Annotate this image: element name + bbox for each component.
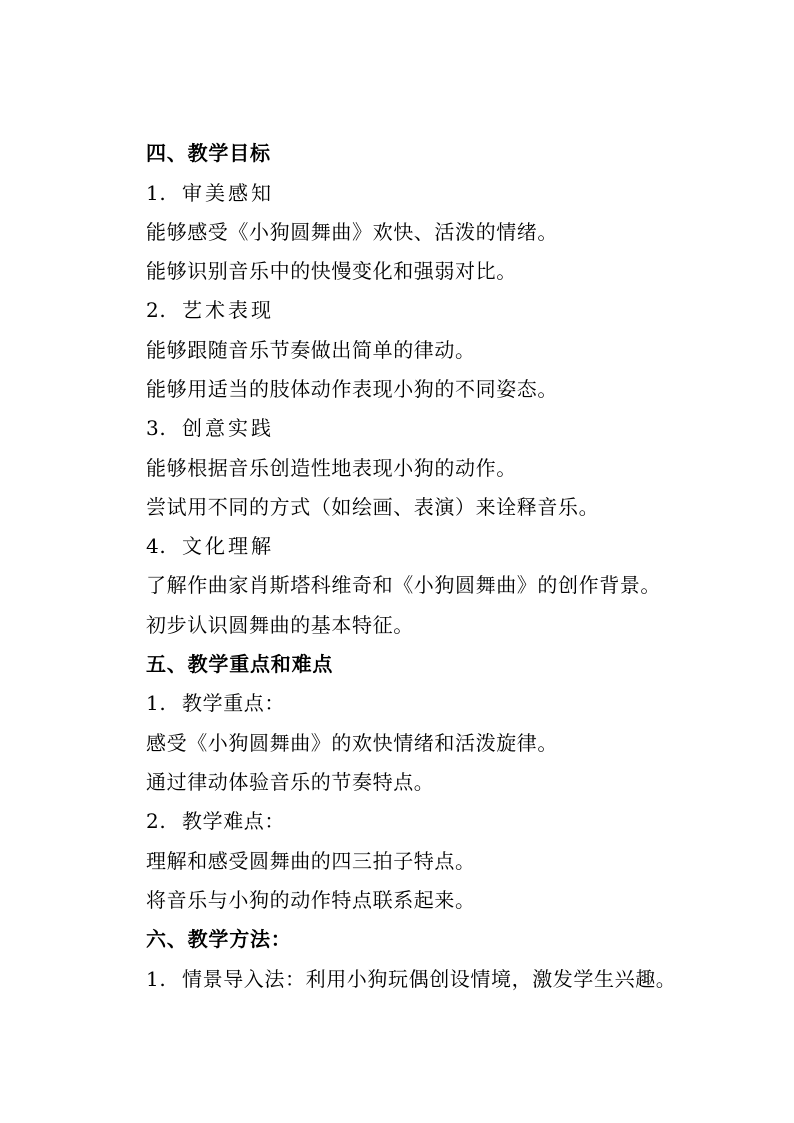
focus-1-line-2: 通过律动体验音乐的节奏特点。 xyxy=(146,770,435,794)
focus-1-number: 1. xyxy=(146,691,167,715)
method-1-text: 情景导入法：利用小狗玩偶创设情境，激发学生兴趣。 xyxy=(182,967,677,991)
focus-2-number: 2. xyxy=(146,809,167,833)
section-6-heading: 六、教学方法： xyxy=(146,927,292,951)
objective-4-line-1: 了解作曲家肖斯塔科维奇和《小狗圆舞曲》的创作背景。 xyxy=(146,573,661,597)
section-4-heading: 四、教学目标 xyxy=(146,141,271,165)
objective-2-line-2: 能够用适当的肢体动作表现小狗的不同姿态。 xyxy=(146,377,558,401)
method-1-number: 1. xyxy=(146,967,167,991)
objective-1-line-1: 能够感受《小狗圆舞曲》欢快、活泼的情绪。 xyxy=(146,220,558,244)
focus-2-line-2: 将音乐与小狗的动作特点联系起来。 xyxy=(146,888,476,912)
objective-2-number: 2. xyxy=(146,298,167,322)
objective-2-title xyxy=(146,297,786,323)
objective-1-title xyxy=(146,180,786,206)
objective-4-label: 文化理解 xyxy=(182,534,274,558)
method-1-line xyxy=(146,966,786,992)
objective-3-number: 3. xyxy=(146,416,167,440)
objective-2-line-1: 能够跟随音乐节奏做出简单的律动。 xyxy=(146,338,476,362)
objective-1-number: 1. xyxy=(146,181,167,205)
objective-3-title xyxy=(146,415,786,441)
objective-1-label: 审美感知 xyxy=(182,181,274,205)
section-5-heading: 五、教学重点和难点 xyxy=(146,652,334,676)
focus-1-title xyxy=(146,690,786,716)
focus-2-line-1: 理解和感受圆舞曲的四三拍子特点。 xyxy=(146,849,476,873)
objective-3-line-2: 尝试用不同的方式（如绘画、表演）来诠释音乐。 xyxy=(146,495,600,519)
objective-4-line-2: 初步认识圆舞曲的基本特征。 xyxy=(146,613,414,637)
focus-1-line-1: 感受《小狗圆舞曲》的欢快情绪和活泼旋律。 xyxy=(146,731,558,755)
objective-3-label: 创意实践 xyxy=(182,416,274,440)
objective-4-number: 4. xyxy=(146,534,167,558)
focus-2-title xyxy=(146,808,786,834)
focus-1-label: 教学重点： xyxy=(182,691,285,715)
objective-3-line-1: 能够根据音乐创造性地表现小狗的动作。 xyxy=(146,456,517,480)
objective-1-line-2: 能够识别音乐中的快慢变化和强弱对比。 xyxy=(146,259,517,283)
objective-2-label: 艺术表现 xyxy=(182,298,274,322)
focus-2-label: 教学难点： xyxy=(182,809,285,833)
objective-4-title xyxy=(146,533,786,559)
